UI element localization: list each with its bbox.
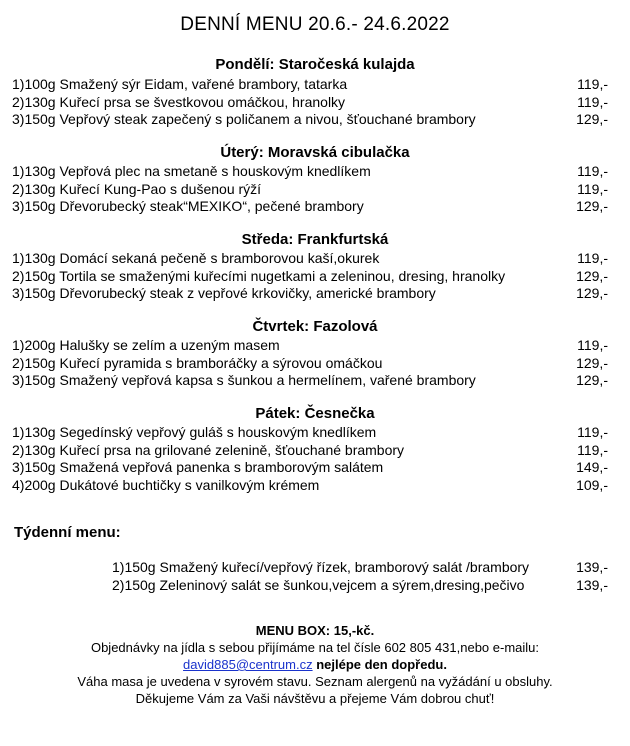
- menu-item: [12, 336, 608, 354]
- item-description: 2)150g Zeleninový salát se šunkou,vejcem a sýrem,dresing,pečivo: [112, 577, 525, 593]
- item-price: 119,-: [577, 250, 608, 266]
- menu-item: [12, 162, 608, 180]
- item-description: 2)130g Kuřecí Kung-Pao s dušenou rýží: [12, 181, 262, 197]
- item-price: 129,-: [576, 285, 608, 301]
- item-price: 139,-: [576, 559, 608, 575]
- item-price: 129,-: [576, 198, 608, 214]
- day-heading-monday: Pondělí: Staročeská kulajda: [215, 56, 415, 73]
- item-price: 119,-: [577, 337, 608, 353]
- item-description: 2)150g Kuřecí pyramida s bramboráčky a sýrovou omáčkou: [12, 355, 383, 371]
- item-price: 149,-: [576, 459, 608, 475]
- day-heading-wednesday: Středa: Frankfurtská: [241, 231, 389, 248]
- item-description: 3)150g Dřevorubecký steak“MEXIKO“, pečené brambory: [12, 198, 364, 214]
- item-price: 119,-: [577, 424, 608, 440]
- email-suffix: nejlépe den dopředu.: [312, 657, 447, 672]
- menu-item: [12, 441, 608, 459]
- item-price: 119,-: [577, 94, 608, 110]
- item-description: 3)150g Smažený vepřová kapsa s šunkou a hermelínem, vařené brambory: [12, 372, 476, 388]
- menu-item: [12, 284, 608, 302]
- item-price: 109,-: [576, 477, 608, 493]
- menu-item: [12, 371, 608, 389]
- item-description: 1)130g Domácí sekaná pečeně s bramborovou kaší,okurek: [12, 250, 380, 266]
- menu-item: [12, 180, 608, 198]
- weekly-menu-item: [112, 558, 608, 576]
- item-price: 119,-: [577, 163, 608, 179]
- email-link[interactable]: david885@centrum.cz: [183, 657, 313, 672]
- order-info: Objednávky na jídla s sebou přijímáme na tel čísle 602 805 431,nebo e-mailu:: [90, 640, 540, 655]
- item-description: 1)130g Vepřová plec na smetaně s houskovým knedlíkem: [12, 163, 371, 179]
- item-price: 119,-: [577, 76, 608, 92]
- item-description: 1)100g Smažený sýr Eidam, vařené brambory, tatarka: [12, 76, 348, 92]
- item-description: 1)150g Smažený kuřecí/vepřový řízek, bramborový salát /brambory: [112, 559, 530, 575]
- weight-note: Váha masa je uvedena v syrovém stavu. Seznam alergenů na vyžádání u obsluhy.: [77, 674, 553, 689]
- item-description: 4)200g Dukátové buchtičky s vanilkovým krémem: [12, 477, 320, 493]
- item-price: 129,-: [576, 111, 608, 127]
- item-price: 119,-: [577, 181, 608, 197]
- menu-item: [12, 197, 608, 215]
- menu-item: [12, 249, 608, 267]
- item-price: 129,-: [576, 268, 608, 284]
- day-heading-tuesday: Úterý: Moravská cibulačka: [220, 144, 410, 161]
- menu-item: [12, 476, 608, 494]
- menu-item: [12, 75, 608, 93]
- footer: [0, 622, 630, 707]
- item-price: 119,-: [577, 442, 608, 458]
- item-description: 2)130g Kuřecí prsa na grilované zelenině, šťouchané brambory: [12, 442, 405, 458]
- menu-box-price: MENU BOX: 15,-kč.: [255, 623, 375, 638]
- item-description: 3)150g Vepřový steak zapečený s poličanem a nivou, šťouchané brambory: [12, 111, 476, 127]
- email-line: [0, 656, 630, 673]
- item-description: 2)150g Tortila se smaženými kuřecími nugetkami a zeleninou, dresing, hranolky: [12, 268, 506, 284]
- menu-item: [12, 354, 608, 372]
- item-description: 3)150g Smažená vepřová panenka s bramborovým salátem: [12, 459, 384, 475]
- day-heading-friday: Pátek: Česnečka: [255, 405, 375, 422]
- menu-item: [12, 93, 608, 111]
- day-heading-thursday: Čtvrtek: Fazolová: [252, 318, 378, 335]
- item-price: 139,-: [576, 577, 608, 593]
- menu-item: [12, 267, 608, 285]
- thanks-note: Děkujeme Vám za Vaši návštěvu a přejeme Vám dobrou chuť!: [135, 691, 495, 706]
- item-price: 129,-: [576, 372, 608, 388]
- weekly-menu-item: [112, 576, 608, 594]
- item-description: 1)200g Halušky se zelím a uzeným masem: [12, 337, 280, 353]
- menu-item: [12, 423, 608, 441]
- item-description: 2)130g Kuřecí prsa se švestkovou omáčkou, hranolky: [12, 94, 346, 110]
- menu-item: [12, 458, 608, 476]
- item-description: 1)130g Segedínský vepřový guláš s houskovým knedlíkem: [12, 424, 377, 440]
- item-description: 3)150g Dřevorubecký steak z vepřové krkovičky, americké brambory: [12, 285, 436, 301]
- item-price: 129,-: [576, 355, 608, 371]
- menu-item: [12, 110, 608, 128]
- weekly-menu-heading: Týdenní menu:: [14, 524, 121, 541]
- menu-title: DENNÍ MENU 20.6.- 24.6.2022: [180, 14, 450, 35]
